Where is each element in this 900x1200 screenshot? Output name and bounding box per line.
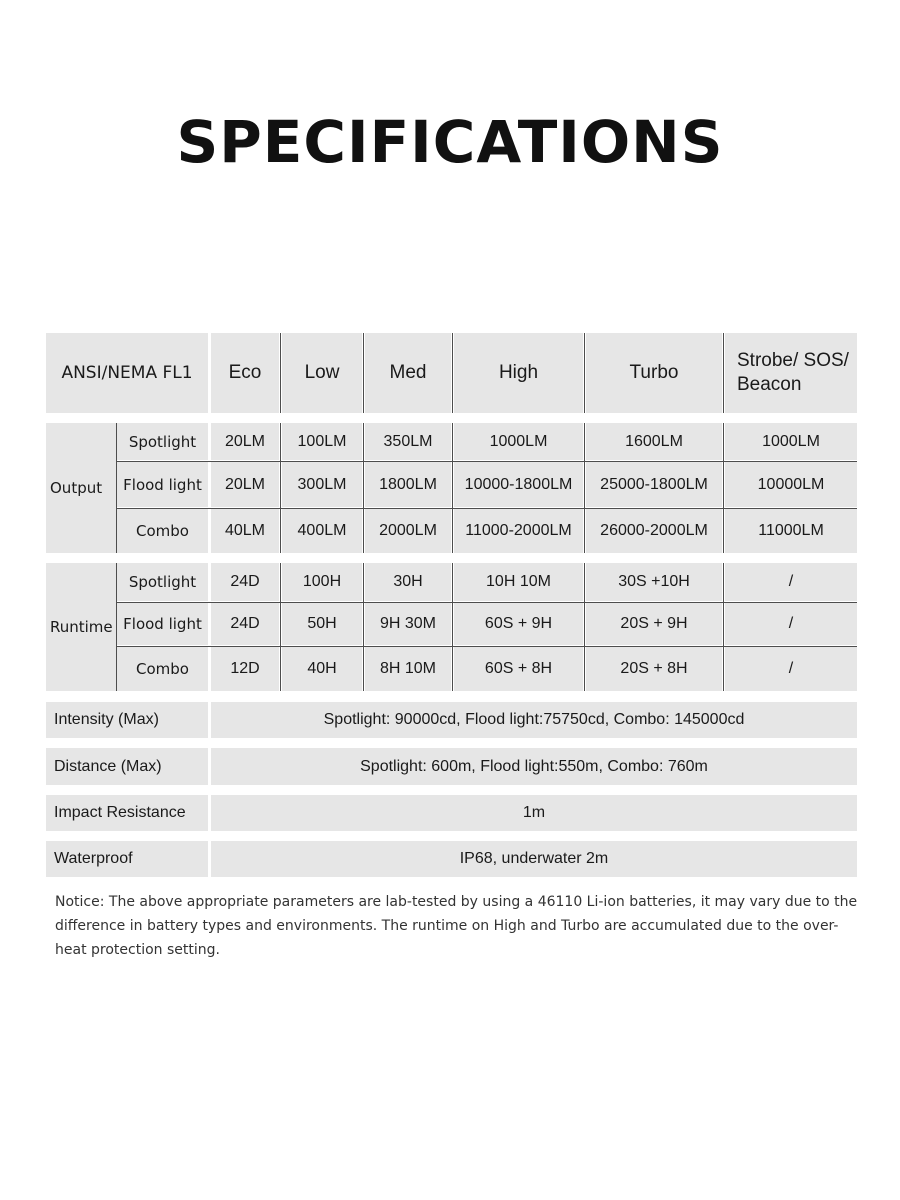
- runtime-value-cell: 10H 10M: [454, 563, 583, 601]
- header-divider: [280, 333, 281, 413]
- output-value-cell: 400LM: [282, 509, 362, 553]
- output-value-cell: 10000-1800LM: [454, 462, 583, 507]
- output-divider: [280, 423, 281, 553]
- runtime-mode-label: Combo: [117, 647, 208, 691]
- output-divider: [723, 423, 724, 553]
- output-value-cell: 2000LM: [365, 509, 451, 553]
- runtime-row-divider: [116, 602, 857, 603]
- header-divider: [723, 333, 724, 413]
- header-divider: [363, 333, 364, 413]
- output-value-cell: 300LM: [282, 462, 362, 507]
- output-mode-label: Combo: [117, 509, 208, 553]
- output-value-cell: 1800LM: [365, 462, 451, 507]
- runtime-value-cell: 60S + 9H: [454, 603, 583, 645]
- page-title: SPECIFICATIONS: [176, 108, 724, 176]
- output-divider: [584, 423, 585, 553]
- runtime-value-cell: 20S + 9H: [586, 603, 722, 645]
- extra-value: Spotlight: 600m, Flood light:550m, Combo: 760m: [211, 748, 857, 785]
- header-cell: Turbo: [586, 333, 722, 413]
- runtime-group-label: Runtime: [46, 563, 117, 691]
- output-value-cell: 1600LM: [586, 423, 722, 460]
- runtime-value-cell: 30S +10H: [586, 563, 722, 601]
- output-value-cell: 100LM: [282, 423, 362, 460]
- header-cell: High: [454, 333, 583, 413]
- output-value-cell: 11000LM: [725, 509, 857, 553]
- runtime-mode-label: Spotlight: [117, 563, 208, 601]
- runtime-divider: [584, 563, 585, 691]
- output-value-cell: 11000-2000LM: [454, 509, 583, 553]
- extra-value: 1m: [211, 795, 857, 831]
- output-value-cell: 10000LM: [725, 462, 857, 507]
- extra-label: Impact Resistance: [46, 795, 208, 831]
- runtime-value-cell: 24D: [211, 603, 279, 645]
- output-value-cell: 1000LM: [725, 423, 857, 460]
- header-cell: Strobe/ SOS/ Beacon: [725, 333, 857, 413]
- output-group-label: Output: [46, 423, 117, 553]
- header-divider: [584, 333, 585, 413]
- output-mode-label: Spotlight: [117, 423, 208, 460]
- header-cell: ANSI/NEMA FL1: [46, 333, 208, 413]
- output-value-cell: 20LM: [211, 423, 279, 460]
- output-value-cell: 40LM: [211, 509, 279, 553]
- output-value-cell: 350LM: [365, 423, 451, 460]
- header-cell: Low: [282, 333, 362, 413]
- runtime-mode-label: Flood light: [117, 603, 208, 645]
- output-value-cell: 25000-1800LM: [586, 462, 722, 507]
- output-row-divider: [116, 508, 857, 509]
- runtime-value-cell: 40H: [282, 647, 362, 691]
- runtime-divider: [280, 563, 281, 691]
- output-divider: [116, 423, 117, 553]
- extra-value: IP68, underwater 2m: [211, 841, 857, 877]
- runtime-divider: [452, 563, 453, 691]
- extra-label: Intensity (Max): [46, 702, 208, 738]
- output-mode-label: Flood light: [117, 462, 208, 507]
- runtime-value-cell: 50H: [282, 603, 362, 645]
- extra-label: Distance (Max): [46, 748, 208, 785]
- runtime-row-divider: [116, 646, 857, 647]
- extra-label: Waterproof: [46, 841, 208, 877]
- runtime-divider: [723, 563, 724, 691]
- runtime-value-cell: 100H: [282, 563, 362, 601]
- output-value-cell: 1000LM: [454, 423, 583, 460]
- header-divider: [452, 333, 453, 413]
- runtime-divider: [116, 563, 117, 691]
- extra-value: Spotlight: 90000cd, Flood light:75750cd, Combo: 145000cd: [211, 702, 857, 738]
- runtime-value-cell: 24D: [211, 563, 279, 601]
- runtime-divider: [363, 563, 364, 691]
- output-divider: [452, 423, 453, 553]
- runtime-value-cell: 20S + 8H: [586, 647, 722, 691]
- runtime-value-cell: 30H: [365, 563, 451, 601]
- runtime-value-cell: /: [725, 647, 857, 691]
- notice-text: Notice: The above appropriate parameters are lab-tested by using a 46110 Li-ion batteries, it may vary due to the difference in battery types and environments. The runtime on High and Turbo are accumulated due to the over-heat protection setting.: [55, 894, 858, 958]
- runtime-value-cell: 60S + 8H: [454, 647, 583, 691]
- runtime-value-cell: /: [725, 563, 857, 601]
- runtime-value-cell: /: [725, 603, 857, 645]
- runtime-value-cell: 9H 30M: [365, 603, 451, 645]
- header-cell: Eco: [211, 333, 279, 413]
- output-value-cell: 20LM: [211, 462, 279, 507]
- output-value-cell: 26000-2000LM: [586, 509, 722, 553]
- header-cell: Med: [365, 333, 451, 413]
- output-divider: [363, 423, 364, 553]
- runtime-value-cell: 12D: [211, 647, 279, 691]
- output-row-divider: [116, 461, 857, 462]
- runtime-value-cell: 8H 10M: [365, 647, 451, 691]
